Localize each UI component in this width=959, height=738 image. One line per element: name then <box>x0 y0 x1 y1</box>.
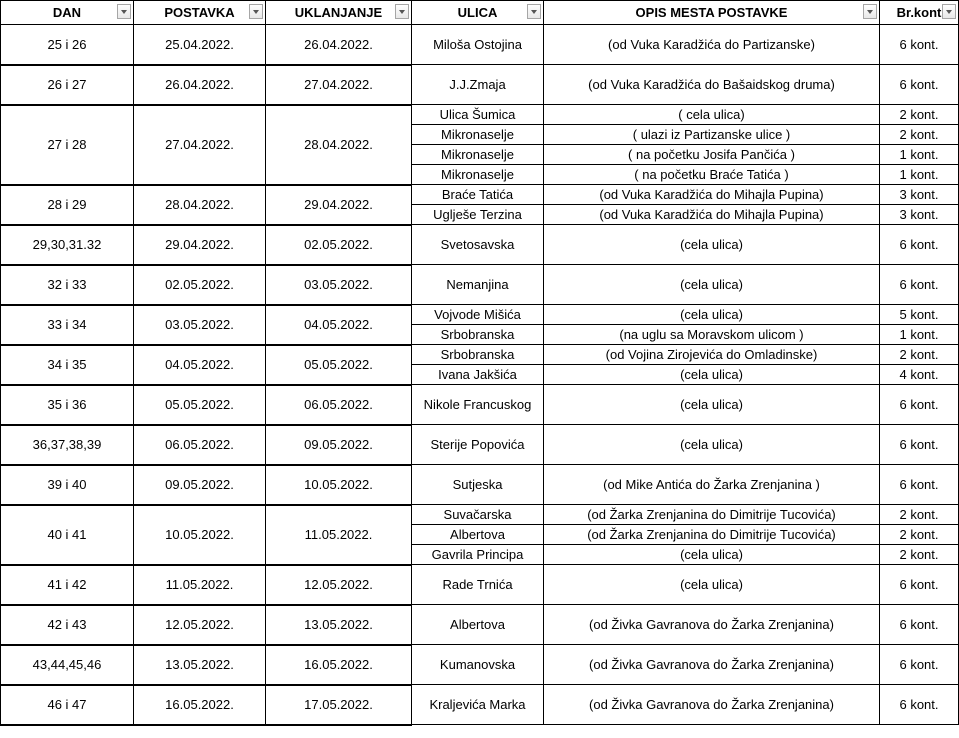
table-row <box>1 65 959 105</box>
cell-br-kont[interactable]: 1 kont. <box>880 145 959 165</box>
cell-postavka[interactable]: 25.04.2022. <box>134 25 266 65</box>
cell-uklanjanje[interactable]: 13.05.2022. <box>266 605 412 645</box>
cell-uklanjanje[interactable]: 05.05.2022. <box>266 345 412 385</box>
cell-br-kont[interactable]: 6 kont. <box>880 385 959 425</box>
cell-opis[interactable]: (cela ulica) <box>544 385 880 425</box>
table-row <box>1 385 959 425</box>
cell-opis[interactable]: (od Vuka Karadžića do Partizanske) <box>544 25 880 65</box>
cell-uklanjanje[interactable]: 04.05.2022. <box>266 305 412 345</box>
cell-dan[interactable]: 46 i 47 <box>1 685 134 725</box>
cell-ulica[interactable]: Uglješe Terzina <box>412 205 544 225</box>
cell-br-kont[interactable]: 2 kont. <box>880 525 959 545</box>
cell-ulica[interactable]: Sutjeska <box>412 465 544 505</box>
cell-br-kont[interactable]: 6 kont. <box>880 225 959 265</box>
cell-ulica[interactable]: J.J.Zmaja <box>412 65 544 105</box>
cell-uklanjanje[interactable]: 17.05.2022. <box>266 685 412 725</box>
table-row <box>1 645 959 685</box>
table-row <box>1 305 959 325</box>
header-label: OPIS MESTA POSTAVKE <box>635 5 788 20</box>
cell-ulica[interactable]: Srbobranska <box>412 325 544 345</box>
cell-br-kont[interactable]: 6 kont. <box>880 265 959 305</box>
cell-opis[interactable]: (cela ulica) <box>544 225 880 265</box>
cell-ulica[interactable]: Kumanovska <box>412 645 544 685</box>
cell-opis[interactable]: ( ulazi iz Partizanske ulice ) <box>544 125 880 145</box>
cell-uklanjanje[interactable]: 03.05.2022. <box>266 265 412 305</box>
cell-postavka[interactable]: 03.05.2022. <box>134 305 266 345</box>
cell-dan[interactable]: 27 i 28 <box>1 105 134 185</box>
cell-ulica[interactable]: Vojvode Mišića <box>412 305 544 325</box>
cell-dan[interactable]: 28 i 29 <box>1 185 134 225</box>
header-opis <box>544 1 880 25</box>
cell-opis[interactable]: (cela ulica) <box>544 565 880 605</box>
header-label: UKLANJANJE <box>294 5 383 20</box>
table-row <box>1 605 959 645</box>
table-row <box>1 265 959 305</box>
cell-br-kont[interactable]: 2 kont. <box>880 505 959 525</box>
cell-opis[interactable]: ( na početku Josifa Pančića ) <box>544 145 880 165</box>
cell-uklanjanje[interactable]: 12.05.2022. <box>266 565 412 605</box>
table-row <box>1 685 959 725</box>
table-row <box>1 185 959 205</box>
header-br-kont <box>880 1 959 25</box>
cell-ulica[interactable]: Mikronaselje <box>412 165 544 185</box>
cell-opis[interactable]: (od Vuka Karadžića do Bašaidskog druma) <box>544 65 880 105</box>
filter-dropdown-icon[interactable] <box>942 4 956 19</box>
cell-ulica[interactable]: Braće Tatića <box>412 185 544 205</box>
cell-br-kont[interactable]: 3 kont. <box>880 185 959 205</box>
cell-ulica[interactable]: Albertova <box>412 605 544 645</box>
cell-ulica[interactable]: Nemanjina <box>412 265 544 305</box>
cell-uklanjanje[interactable]: 29.04.2022. <box>266 185 412 225</box>
cell-ulica[interactable]: Suvačarska <box>412 505 544 525</box>
cell-opis[interactable]: (od Žarka Zrenjanina do Dimitrije Tucovića) <box>544 525 880 545</box>
cell-br-kont[interactable]: 6 kont. <box>880 25 959 65</box>
cell-opis[interactable]: (cela ulica) <box>544 545 880 565</box>
cell-postavka[interactable]: 12.05.2022. <box>134 605 266 645</box>
cell-opis[interactable]: (cela ulica) <box>544 365 880 385</box>
table-body <box>1 25 959 725</box>
cell-opis[interactable]: (na uglu sa Moravskom ulicom ) <box>544 325 880 345</box>
cell-opis[interactable]: (od Mike Antića do Žarka Zrenjanina ) <box>544 465 880 505</box>
cell-ulica[interactable]: Miloša Ostojina <box>412 25 544 65</box>
cell-dan[interactable]: 33 i 34 <box>1 305 134 345</box>
cell-postavka[interactable]: 10.05.2022. <box>134 505 266 565</box>
cell-ulica[interactable]: Mikronaselje <box>412 125 544 145</box>
cell-dan[interactable]: 42 i 43 <box>1 605 134 645</box>
cell-opis[interactable]: (od Vuka Karadžića do Mihajla Pupina) <box>544 185 880 205</box>
cell-postavka[interactable]: 05.05.2022. <box>134 385 266 425</box>
cell-postavka[interactable]: 11.05.2022. <box>134 565 266 605</box>
cell-dan[interactable]: 39 i 40 <box>1 465 134 505</box>
cell-postavka[interactable]: 06.05.2022. <box>134 425 266 465</box>
cell-br-kont[interactable]: 6 kont. <box>880 645 959 685</box>
cell-br-kont[interactable]: 6 kont. <box>880 65 959 105</box>
cell-br-kont[interactable]: 6 kont. <box>880 685 959 725</box>
table-row <box>1 225 959 265</box>
cell-br-kont[interactable]: 2 kont. <box>880 545 959 565</box>
cell-br-kont[interactable]: 2 kont. <box>880 345 959 365</box>
cell-opis[interactable]: (od Živka Gavranova do Žarka Zrenjanina) <box>544 685 880 725</box>
header-dan <box>1 1 134 25</box>
cell-dan[interactable]: 41 i 42 <box>1 565 134 605</box>
cell-opis[interactable]: ( na početku Braće Tatića ) <box>544 165 880 185</box>
cell-uklanjanje[interactable]: 28.04.2022. <box>266 105 412 185</box>
table-row <box>1 465 959 505</box>
header-ulica <box>412 1 544 25</box>
cell-postavka[interactable]: 09.05.2022. <box>134 465 266 505</box>
cell-postavka[interactable]: 04.05.2022. <box>134 345 266 385</box>
table-row <box>1 345 959 365</box>
cell-br-kont[interactable]: 6 kont. <box>880 425 959 465</box>
cell-dan[interactable]: 36,37,38,39 <box>1 425 134 465</box>
cell-opis[interactable]: (od Žarka Zrenjanina do Dimitrije Tucovića) <box>544 505 880 525</box>
cell-ulica[interactable]: Albertova <box>412 525 544 545</box>
cell-ulica[interactable]: Kraljevića Marka <box>412 685 544 725</box>
header-label: Br.kont <box>896 5 942 20</box>
cell-br-kont[interactable]: 6 kont. <box>880 605 959 645</box>
cell-uklanjanje[interactable]: 27.04.2022. <box>266 65 412 105</box>
cell-dan[interactable]: 29,30,31.32 <box>1 225 134 265</box>
header-postavka <box>134 1 266 25</box>
cell-postavka[interactable]: 28.04.2022. <box>134 185 266 225</box>
filter-dropdown-icon[interactable] <box>117 4 131 19</box>
header-label: DAN <box>52 5 82 20</box>
cell-opis[interactable]: (od Živka Gavranova do Žarka Zrenjanina) <box>544 645 880 685</box>
cell-dan[interactable]: 40 i 41 <box>1 505 134 565</box>
cell-uklanjanje[interactable]: 09.05.2022. <box>266 425 412 465</box>
cell-postavka[interactable]: 13.05.2022. <box>134 645 266 685</box>
header-label: POSTAVKA <box>164 5 235 20</box>
cell-opis[interactable]: (od Živka Gavranova do Žarka Zrenjanina) <box>544 605 880 645</box>
filter-dropdown-icon[interactable] <box>395 4 409 19</box>
cell-ulica[interactable]: Sterije Popovića <box>412 425 544 465</box>
cell-uklanjanje[interactable]: 11.05.2022. <box>266 505 412 565</box>
table-row <box>1 565 959 605</box>
cell-postavka[interactable]: 29.04.2022. <box>134 225 266 265</box>
cell-br-kont[interactable]: 6 kont. <box>880 465 959 505</box>
table-row <box>1 425 959 465</box>
cell-ulica[interactable]: Ulica Šumica <box>412 105 544 125</box>
table-row <box>1 105 959 125</box>
filter-dropdown-icon[interactable] <box>527 4 541 19</box>
cell-br-kont[interactable]: 2 kont. <box>880 125 959 145</box>
cell-postavka[interactable]: 02.05.2022. <box>134 265 266 305</box>
cell-ulica[interactable]: Svetosavska <box>412 225 544 265</box>
cell-opis[interactable]: (od Vojina Zirojevića do Omladinske) <box>544 345 880 365</box>
cell-uklanjanje[interactable]: 02.05.2022. <box>266 225 412 265</box>
table-row <box>1 505 959 525</box>
cell-opis[interactable]: (cela ulica) <box>544 305 880 325</box>
filter-dropdown-icon[interactable] <box>249 4 263 19</box>
cell-dan[interactable]: 35 i 36 <box>1 385 134 425</box>
cell-br-kont[interactable]: 6 kont. <box>880 565 959 605</box>
cell-br-kont[interactable]: 5 kont. <box>880 305 959 325</box>
cell-opis[interactable]: (cela ulica) <box>544 425 880 465</box>
cell-br-kont[interactable]: 1 kont. <box>880 165 959 185</box>
cell-ulica[interactable]: Srbobranska <box>412 345 544 365</box>
cell-opis[interactable]: (cela ulica) <box>544 265 880 305</box>
cell-opis[interactable]: (od Vuka Karadžića do Mihajla Pupina) <box>544 205 880 225</box>
cell-ulica[interactable]: Gavrila Principa <box>412 545 544 565</box>
cell-uklanjanje[interactable]: 16.05.2022. <box>266 645 412 685</box>
cell-ulica[interactable]: Mikronaselje <box>412 145 544 165</box>
cell-ulica[interactable]: Ivana Jakšića <box>412 365 544 385</box>
cell-dan[interactable]: 43,44,45,46 <box>1 645 134 685</box>
table-row <box>1 25 959 65</box>
cell-opis[interactable]: ( cela ulica) <box>544 105 880 125</box>
cell-br-kont[interactable]: 4 kont. <box>880 365 959 385</box>
cell-dan[interactable]: 26 i 27 <box>1 65 134 105</box>
cell-dan[interactable]: 34 i 35 <box>1 345 134 385</box>
cell-br-kont[interactable]: 1 kont. <box>880 325 959 345</box>
cell-postavka[interactable]: 16.05.2022. <box>134 685 266 725</box>
header-row <box>1 1 959 25</box>
cell-ulica[interactable]: Rade Trnića <box>412 565 544 605</box>
cell-dan[interactable]: 32 i 33 <box>1 265 134 305</box>
cell-postavka[interactable]: 27.04.2022. <box>134 105 266 185</box>
header-uklanjanje <box>266 1 412 25</box>
filter-dropdown-icon[interactable] <box>863 4 877 19</box>
cell-br-kont[interactable]: 3 kont. <box>880 205 959 225</box>
header-label: ULICA <box>457 5 498 20</box>
cell-postavka[interactable]: 26.04.2022. <box>134 65 266 105</box>
cell-br-kont[interactable]: 2 kont. <box>880 105 959 125</box>
cell-dan[interactable]: 25 i 26 <box>1 25 134 65</box>
cell-uklanjanje[interactable]: 10.05.2022. <box>266 465 412 505</box>
cell-ulica[interactable]: Nikole Francuskog <box>412 385 544 425</box>
cell-uklanjanje[interactable]: 06.05.2022. <box>266 385 412 425</box>
cell-uklanjanje[interactable]: 26.04.2022. <box>266 25 412 65</box>
